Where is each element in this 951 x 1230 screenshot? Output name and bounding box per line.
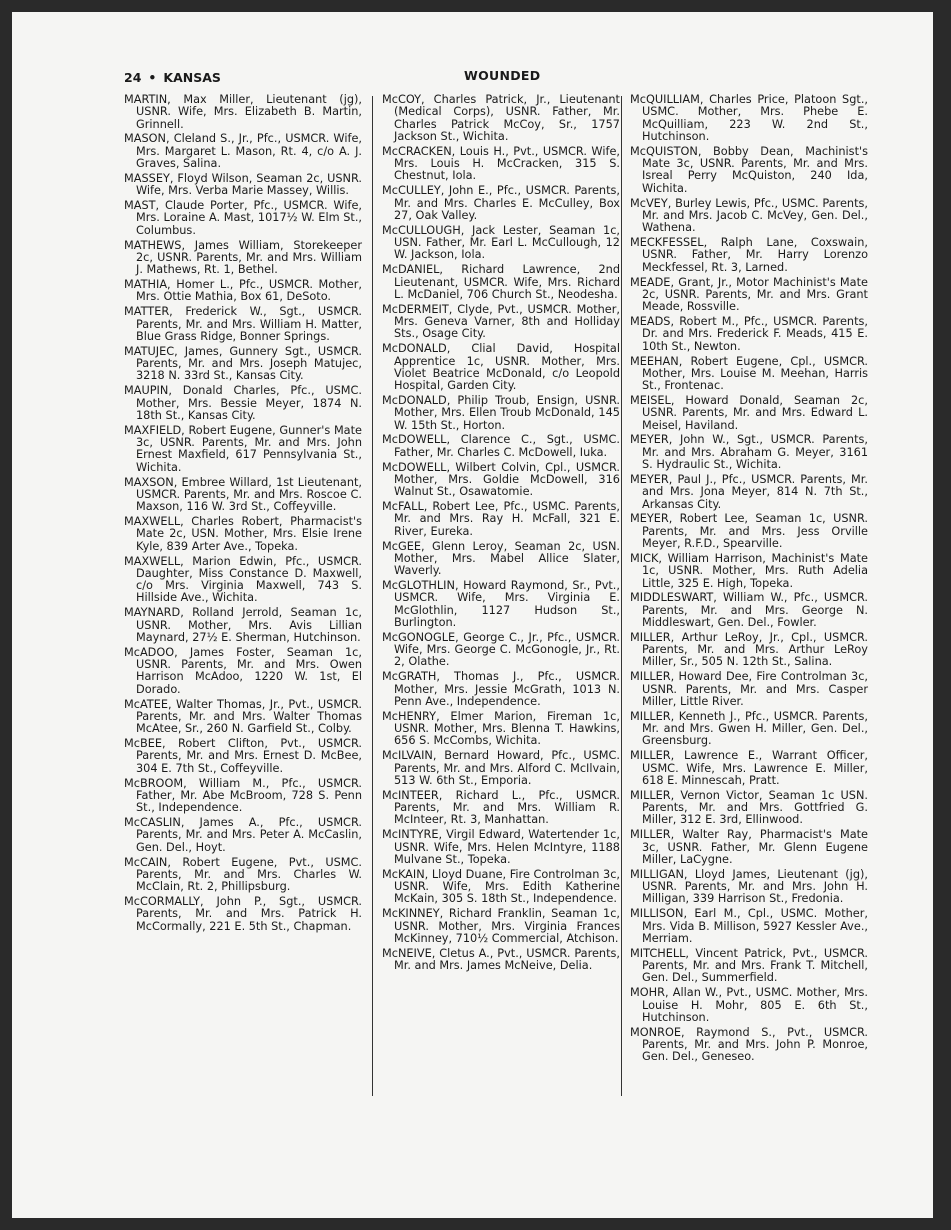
casualty-entry: MILLER, Kenneth J., Pfc., USMCR. Parents, Mr. and Mrs. Gwen H. Miller, Gen. Del., Greensburg. [630,709,868,748]
casualty-entry: McDANIEL, Richard Lawrence, 2nd Lieutenant, USMCR. Wife, Mrs. Richard L. McDaniel, 706 Church St., Neodesha. [382,263,620,301]
casualty-list [124,94,874,1094]
casualty-entry: McINTEER, Richard L., Pfc., USMCR. Parents, Mr. and Mrs. William R. McInteer, Rt. 3, Manhattan. [382,788,620,827]
page-number: 24 [124,70,142,85]
casualty-entry: MEADS, Robert M., Pfc., USMCR. Parents, Dr. and Mrs. Frederick F. Meads, 415 E. 10th St., Newton. [630,315,868,353]
column-divider [372,96,373,1096]
casualty-entry: McDONALD, Philip Troub, Ensign, USNR. Mother, Mrs. Ellen Troub McDonald, 145 W. 15th St., Horton. [382,393,620,432]
casualty-entry: MAXSON, Embree Willard, 1st Lieutenant, USMCR. Parents, Mr. and Mrs. Roscoe C. Maxson, 116 W. 3rd St., Coffeyville. [124,475,362,514]
column-1 [124,94,362,935]
casualty-entry: MATUJEC, James, Gunnery Sgt., USMCR. Parents, Mr. and Mrs. Joseph Matujec, 3218 N. 33rd St., Kansas City. [124,344,362,383]
casualty-entry: MONROE, Raymond S., Pvt., USMCR. Parents, Mr. and Mrs. John P. Monroe, Gen. Del., Geneseo. [630,1025,868,1064]
casualty-entry: MECKFESSEL, Ralph Lane, Coxswain, USNR. Father, Mr. Harry Lorenzo Meckfessel, Rt. 3, Larned. [630,236,868,274]
casualty-entry: McDOWELL, Wilbert Colvin, Cpl., USMCR. Mother, Mrs. Goldie McDowell, 316 Walnut St., Osawatomie. [382,460,620,499]
state-name: KANSAS [163,70,221,85]
casualty-entry: MAXWELL, Marion Edwin, Pfc., USMCR. Daughter, Miss Constance D. Maxwell, c/o Mrs. Virginia Maxwell, 743 S. Hillside Ave., Wichita. [124,554,362,605]
casualty-entry: MAXWELL, Charles Robert, Pharmacist's Mate 2c, USN. Mother, Mrs. Elsie Irene Kyle, 839 Arter Ave., Topeka. [124,515,362,553]
column-2 [382,94,620,975]
casualty-entry: MEYER, Robert Lee, Seaman 1c, USNR. Parents, Mr. and Mrs. Jess Orville Meyer, R.F.D., Spearville. [630,512,868,551]
casualty-entry: McCORMALLY, John P., Sgt., USMCR. Parents, Mr. and Mrs. Patrick H. McCormally, 221 E. 5th St., Chapman. [124,894,362,933]
page-header [124,68,901,90]
casualty-entry: MASSEY, Floyd Wilson, Seaman 2c, USNR. Wife, Mrs. Verba Marie Massey, Willis. [124,171,362,198]
casualty-entry: McCOY, Charles Patrick, Jr., Lieutenant (Medical Corps), USNR. Father, Mr. Charles Patrick McCoy, Sr., 1757 Jackson St., Wichita. [382,93,620,143]
casualty-entry: MAYNARD, Rolland Jerrold, Seaman 1c, USNR. Mother, Mrs. Avis Lillian Maynard, 27½ E. Sherman, Hutchinson. [124,606,362,644]
casualty-entry: MILLER, Lawrence E., Warrant Officer, USMC. Wife, Mrs. Lawrence E. Miller, 618 E. Minnescah, Pratt. [630,749,868,787]
casualty-entry: MASON, Cleland S., Jr., Pfc., USMCR. Wife, Mrs. Margaret L. Mason, Rt. 4, c/o A. J. Graves, Salina. [124,132,362,171]
casualty-entry: MAST, Claude Porter, Pfc., USMCR. Wife, Mrs. Loraine A. Mast, 1017½ W. Elm St., Columbus. [124,199,362,237]
document-page [12,12,933,1218]
casualty-entry: MICK, William Harrison, Machinist's Mate 1c, USNR. Mother, Mrs. Ruth Adelia Little, 325 E. High, Topeka. [630,551,868,590]
casualty-entry: MIDDLESWART, William W., Pfc., USMCR. Parents, Mr. and Mrs. George N. Middleswart, Gen. Del., Fowler. [630,591,868,629]
casualty-entry: McQUISTON, Bobby Dean, Machinist's Mate 3c, USNR. Parents, Mr. and Mrs. Isreal Perry McQuiston, 240 Ida, Wichita. [630,144,868,195]
casualty-entry: MATHEWS, James William, Storekeeper 2c, USNR. Parents, Mr. and Mrs. William J. Mathews, Rt. 1, Bethel. [124,238,362,277]
casualty-entry: MILLISON, Earl M., Cpl., USMC. Mother, Mrs. Vida B. Millison, 5927 Kessler Ave., Merriam. [630,907,868,945]
casualty-entry: McGLOTHLIN, Howard Raymond, Sr., Pvt., USMCR. Wife, Mrs. Virginia E. McGlothlin, 1127 Hudson St., Burlington. [382,579,620,629]
casualty-entry: McCULLOUGH, Jack Lester, Seaman 1c, USN. Father, Mr. Earl L. McCullough, 12 W. Jackson, Iola. [382,223,620,262]
casualty-entry: McCULLEY, John E., Pfc., USMCR. Parents, Mr. and Mrs. Charles E. McCulley, Box 27, Oak Valley. [382,184,620,222]
casualty-entry: MAXFIELD, Robert Eugene, Gunner's Mate 3c, USNR. Parents, Mr. and Mrs. John Ernest Maxfield, 617 Pennsylvania St., Wichita. [124,423,362,474]
casualty-entry: McBEE, Robert Clifton, Pvt., USMCR. Parents, Mr. and Mrs. Ernest D. McBee, 304 E. 7th St., Coffeyville. [124,737,362,775]
casualty-entry: MITCHELL, Vincent Patrick, Pvt., USMCR. Parents, Mr. and Mrs. Frank T. Mitchell, Gen. Del., Summerfield. [630,946,868,985]
casualty-entry: McBROOM, William M., Pfc., USMCR. Father, Mr. Abe McBroom, 728 S. Penn St., Independence. [124,776,362,815]
page-header-left [124,70,221,85]
casualty-entry: MILLER, Arthur LeRoy, Jr., Cpl., USMCR. Parents, Mr. and Mrs. Arthur LeRoy Miller, Sr., 505 N. 12th St., Salina. [630,630,868,669]
casualty-entry: McQUILLIAM, Charles Price, Platoon Sgt., USMC. Mother, Mrs. Phebe E. McQuilliam, 223 W. 2nd St., Hutchinson. [630,93,868,143]
casualty-entry: McKINNEY, Richard Franklin, Seaman 1c, USNR. Mother, Mrs. Virginia Frances McKinney, 710½ Commercial, Atchison. [382,907,620,945]
casualty-entry: McCASLIN, James A., Pfc., USMCR. Parents, Mr. and Mrs. Peter A. McCaslin, Gen. Del., Hoyt. [124,816,362,854]
column-3 [630,94,868,1066]
casualty-entry: McATEE, Walter Thomas, Jr., Pvt., USMCR. Parents, Mr. and Mrs. Walter Thomas McAtee, Sr., 260 N. Garfield St., Colby. [124,697,362,736]
casualty-entry: McCRACKEN, Louis H., Pvt., USMCR. Wife, Mrs. Louis H. McCracken, 315 S. Chestnut, Iola. [382,144,620,183]
casualty-entry: McGRATH, Thomas J., Pfc., USMCR. Mother, Mrs. Jessie McGrath, 1013 N. Penn Ave., Independence. [382,670,620,708]
casualty-entry: MARTIN, Max Miller, Lieutenant (jg), USNR. Wife, Mrs. Elizabeth B. Martin, Grinnell. [124,93,362,131]
casualty-entry: McADOO, James Foster, Seaman 1c, USNR. Parents, Mr. and Mrs. Owen Harrison McAdoo, 1220 W. 1st, El Dorado. [124,645,362,696]
casualty-entry: McNEIVE, Cletus A., Pvt., USMCR. Parents, Mr. and Mrs. James McNeive, Delia. [382,946,620,973]
casualty-entry: McGONOGLE, George C., Jr., Pfc., USMCR. Wife, Mrs. George C. McGonogle, Jr., Rt. 2, Olathe. [382,630,620,669]
casualty-entry: MILLER, Howard Dee, Fire Controlman 3c, USNR. Parents, Mr. and Mrs. Casper Miller, Little River. [630,670,868,708]
casualty-entry: McVEY, Burley Lewis, Pfc., USMC. Parents, Mr. and Mrs. Jacob C. McVey, Gen. Del., Wathena. [630,196,868,235]
casualty-entry: McCAIN, Robert Eugene, Pvt., USMC. Parents, Mr. and Mrs. Charles W. McClain, Rt. 2, Phillipsburg. [124,855,362,894]
casualty-entry: MEYER, Paul J., Pfc., USMCR. Parents, Mr. and Mrs. Jona Meyer, 814 N. 7th St., Arkansas City. [630,472,868,511]
casualty-entry: MATHIA, Homer L., Pfc., USMCR. Mother, Mrs. Ottie Mathia, Box 61, DeSoto. [124,278,362,304]
casualty-entry: McINTYRE, Virgil Edward, Watertender 1c, USNR. Wife, Mrs. Helen McIntyre, 1188 Mulvane St., Topeka. [382,828,620,866]
section-title: WOUNDED [464,68,541,83]
bullet-separator: • [148,70,157,85]
casualty-entry: MEEHAN, Robert Eugene, Cpl., USMCR. Mother, Mrs. Louise M. Meehan, Harris St., Frontenac. [630,354,868,393]
casualty-entry: McDOWELL, Clarence C., Sgt., USMC. Father, Mr. Charles C. McDowell, Iuka. [382,433,620,459]
column-divider [621,96,622,1096]
casualty-entry: MILLER, Vernon Victor, Seaman 1c USN. Parents, Mr. and Mrs. Gottfried G. Miller, 312 E. 3rd, Ellinwood. [630,788,868,827]
casualty-entry: MILLER, Walter Ray, Pharmacist's Mate 3c, USNR. Father, Mr. Glenn Eugene Miller, LaCygne. [630,828,868,866]
casualty-entry: McFALL, Robert Lee, Pfc., USMC. Parents, Mr. and Mrs. Ray H. McFall, 321 E. River, Eureka. [382,500,620,538]
casualty-entry: McDERMEIT, Clyde, Pvt., USMCR. Mother, Mrs. Geneva Varner, 8th and Holliday Sts., Osage City. [382,302,620,341]
casualty-entry: MEYER, John W., Sgt., USMCR. Parents, Mr. and Mrs. Abraham G. Meyer, 3161 S. Hydraulic St., Wichita. [630,433,868,472]
casualty-entry: MAUPIN, Donald Charles, Pfc., USMC. Mother, Mrs. Bessie Meyer, 1874 N. 18th St., Kansas City. [124,384,362,422]
casualty-entry: MEADE, Grant, Jr., Motor Machinist's Mate 2c, USNR. Parents, Mr. and Mrs. Grant Meade, Rossville. [630,275,868,314]
casualty-entry: McDONALD, Clial David, Hospital Apprentice 1c, USNR. Mother, Mrs. Violet Beatrice McDonald, c/o Leopold Hospital, Garden City. [382,342,620,393]
casualty-entry: MILLIGAN, Lloyd James, Lieutenant (jg), USNR. Parents, Mr. and Mrs. John H. Milligan, 339 Harrison St., Fredonia. [630,867,868,906]
casualty-entry: McGEE, Glenn Leroy, Seaman 2c, USN. Mother, Mrs. Mabel Allice Slater, Waverly. [382,539,620,578]
casualty-entry: McHENRY, Elmer Marion, Fireman 1c, USNR. Mother, Mrs. Blenna T. Hawkins, 656 S. McCombs, Wichita. [382,709,620,748]
casualty-entry: MEISEL, Howard Donald, Seaman 2c, USNR. Parents, Mr. and Mrs. Edward L. Meisel, Haviland. [630,393,868,432]
casualty-entry: MATTER, Frederick W., Sgt., USMCR. Parents, Mr. and Mrs. William H. Matter, Blue Grass Ridge, Bonner Springs. [124,305,362,343]
casualty-entry: McILVAIN, Bernard Howard, Pfc., USMC. Parents, Mr. and Mrs. Alford C. McIlvain, 513 W. 6th St., Emporia. [382,749,620,787]
casualty-entry: McKAIN, Lloyd Duane, Fire Controlman 3c, USNR. Wife, Mrs. Edith Katherine McKain, 305 S. 18th St., Independence. [382,867,620,906]
casualty-entry: MOHR, Allan W., Pvt., USMC. Mother, Mrs. Louise H. Mohr, 805 E. 6th St., Hutchinson. [630,986,868,1024]
